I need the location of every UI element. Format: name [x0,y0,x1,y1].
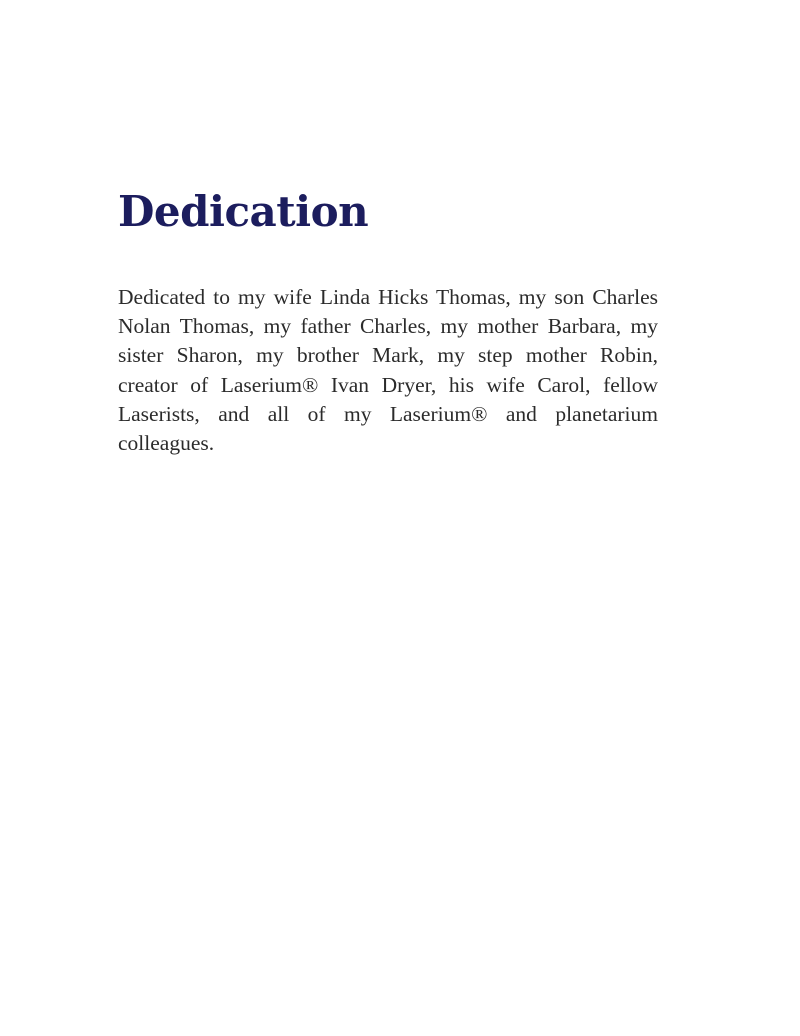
dedication-paragraph: Dedicated to my wife Linda Hicks Thomas, my son Charles Nolan Thomas, my father Charles, my mother Barbara, my sister Sharon, my brother Mark, my step mother Robin, creator of Laserium® Ivan Dryer, his wife Carol, fellow Laserists, and all of my Laserium® and planetarium colleagues. [118,285,658,456]
page-title: Dedication [118,187,369,236]
